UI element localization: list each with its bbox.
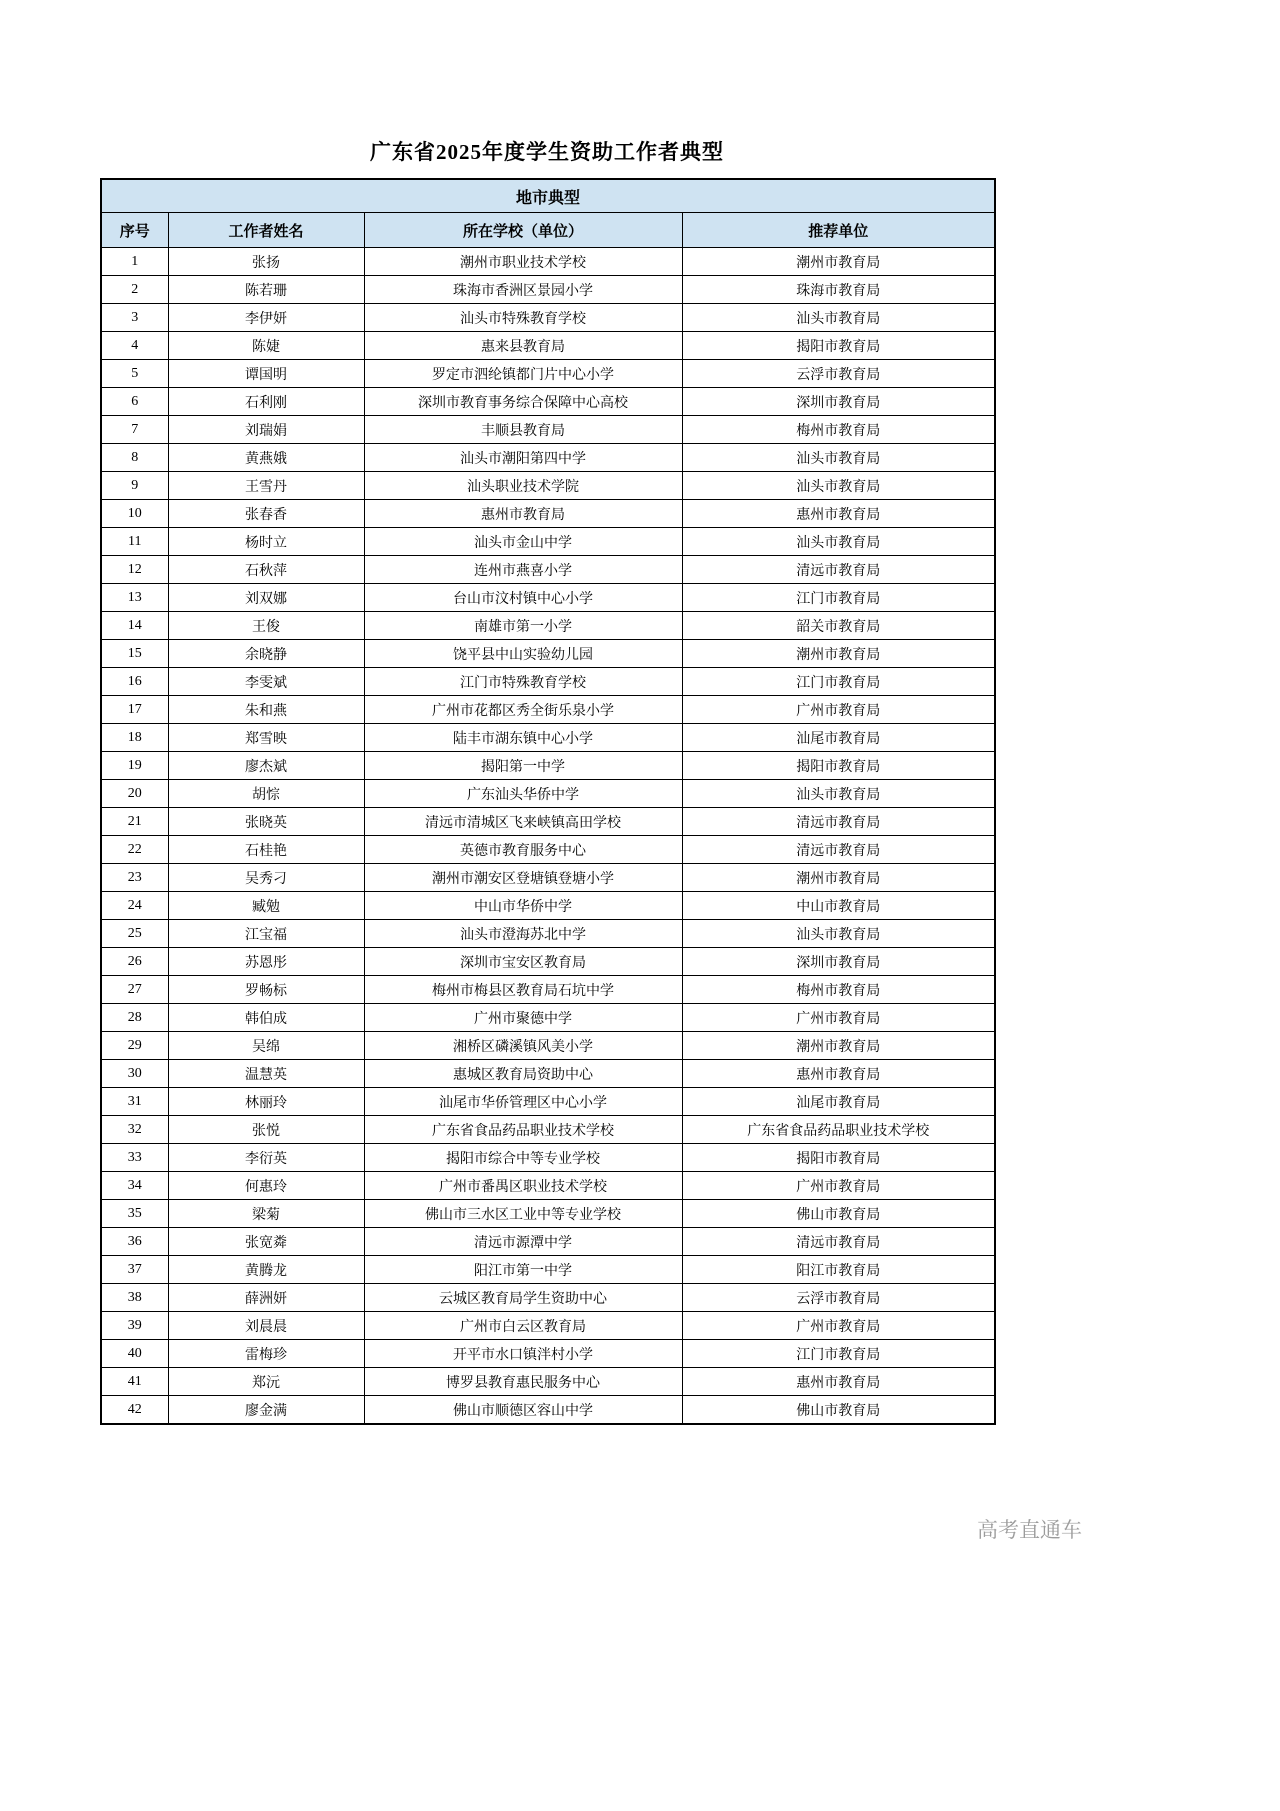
cell-school: 揭阳第一中学 — [364, 752, 682, 780]
cell-name: 张扬 — [168, 248, 364, 276]
column-header-row — [101, 213, 995, 248]
cell-index: 40 — [101, 1340, 168, 1368]
cell-name: 何惠玲 — [168, 1172, 364, 1200]
cell-unit: 佛山市教育局 — [682, 1396, 995, 1425]
cell-unit: 汕头市教育局 — [682, 304, 995, 332]
cell-unit: 惠州市教育局 — [682, 1368, 995, 1396]
cell-school: 惠州市教育局 — [364, 500, 682, 528]
cell-index: 37 — [101, 1256, 168, 1284]
cell-unit: 深圳市教育局 — [682, 388, 995, 416]
cell-name: 江宝福 — [168, 920, 364, 948]
table-row — [101, 1368, 995, 1396]
cell-school: 开平市水口镇泮村小学 — [364, 1340, 682, 1368]
page-title: 广东省2025年度学生资助工作者典型 — [370, 140, 724, 164]
cell-school: 深圳市宝安区教育局 — [364, 948, 682, 976]
cell-index: 12 — [101, 556, 168, 584]
roster-table — [100, 178, 996, 1425]
cell-school: 饶平县中山实验幼儿园 — [364, 640, 682, 668]
cell-name: 张春香 — [168, 500, 364, 528]
table-row — [101, 388, 995, 416]
cell-index: 28 — [101, 1004, 168, 1032]
cell-name: 李衍英 — [168, 1144, 364, 1172]
cell-name: 张悦 — [168, 1116, 364, 1144]
cell-school: 佛山市三水区工业中等专业学校 — [364, 1200, 682, 1228]
cell-index: 25 — [101, 920, 168, 948]
cell-index: 5 — [101, 360, 168, 388]
cell-index: 29 — [101, 1032, 168, 1060]
cell-index: 9 — [101, 472, 168, 500]
cell-unit: 江门市教育局 — [682, 584, 995, 612]
cell-index: 13 — [101, 584, 168, 612]
cell-index: 2 — [101, 276, 168, 304]
cell-school: 揭阳市综合中等专业学校 — [364, 1144, 682, 1172]
table-row — [101, 1312, 995, 1340]
cell-school: 汕头市潮阳第四中学 — [364, 444, 682, 472]
cell-unit: 汕尾市教育局 — [682, 1088, 995, 1116]
cell-name: 李雯斌 — [168, 668, 364, 696]
cell-school: 惠城区教育局资助中心 — [364, 1060, 682, 1088]
table-row — [101, 696, 995, 724]
table-row — [101, 1284, 995, 1312]
table-row — [101, 752, 995, 780]
cell-index: 8 — [101, 444, 168, 472]
table-row — [101, 640, 995, 668]
cell-unit: 潮州市教育局 — [682, 864, 995, 892]
table-row — [101, 1004, 995, 1032]
cell-name: 温慧英 — [168, 1060, 364, 1088]
table-row — [101, 920, 995, 948]
cell-unit: 清远市教育局 — [682, 1228, 995, 1256]
cell-school: 湘桥区磷溪镇风美小学 — [364, 1032, 682, 1060]
table-body — [101, 248, 995, 1425]
column-header-school: 所在学校（单位） — [364, 213, 682, 248]
cell-school: 台山市汶村镇中心小学 — [364, 584, 682, 612]
cell-school: 汕头市澄海苏北中学 — [364, 920, 682, 948]
table-row — [101, 836, 995, 864]
cell-name: 张宽粦 — [168, 1228, 364, 1256]
column-header-index: 序号 — [101, 213, 168, 248]
cell-school: 深圳市教育事务综合保障中心高校 — [364, 388, 682, 416]
cell-index: 7 — [101, 416, 168, 444]
cell-name: 陈婕 — [168, 332, 364, 360]
table-row — [101, 1396, 995, 1425]
cell-school: 潮州市潮安区登塘镇登塘小学 — [364, 864, 682, 892]
cell-index: 21 — [101, 808, 168, 836]
cell-name: 刘瑞娟 — [168, 416, 364, 444]
cell-index: 20 — [101, 780, 168, 808]
cell-school: 广州市聚德中学 — [364, 1004, 682, 1032]
cell-unit: 韶关市教育局 — [682, 612, 995, 640]
cell-name: 刘双娜 — [168, 584, 364, 612]
cell-name: 余晓静 — [168, 640, 364, 668]
cell-school: 英德市教育服务中心 — [364, 836, 682, 864]
table-row — [101, 948, 995, 976]
cell-index: 23 — [101, 864, 168, 892]
cell-name: 薛洲妍 — [168, 1284, 364, 1312]
cell-school: 江门市特殊教育学校 — [364, 668, 682, 696]
cell-school: 汕尾市华侨管理区中心小学 — [364, 1088, 682, 1116]
table-row — [101, 976, 995, 1004]
cell-unit: 云浮市教育局 — [682, 360, 995, 388]
cell-name: 石秋萍 — [168, 556, 364, 584]
cell-index: 36 — [101, 1228, 168, 1256]
table-row — [101, 500, 995, 528]
cell-unit: 江门市教育局 — [682, 1340, 995, 1368]
cell-school: 汕头市金山中学 — [364, 528, 682, 556]
cell-unit: 清远市教育局 — [682, 556, 995, 584]
cell-unit: 潮州市教育局 — [682, 248, 995, 276]
cell-unit: 云浮市教育局 — [682, 1284, 995, 1312]
table-row — [101, 864, 995, 892]
cell-name: 罗畅标 — [168, 976, 364, 1004]
cell-school: 云城区教育局学生资助中心 — [364, 1284, 682, 1312]
cell-unit: 佛山市教育局 — [682, 1200, 995, 1228]
cell-unit: 惠州市教育局 — [682, 1060, 995, 1088]
cell-unit: 惠州市教育局 — [682, 500, 995, 528]
cell-unit: 汕头市教育局 — [682, 780, 995, 808]
cell-index: 18 — [101, 724, 168, 752]
cell-name: 黄腾龙 — [168, 1256, 364, 1284]
cell-name: 廖金满 — [168, 1396, 364, 1425]
cell-index: 31 — [101, 1088, 168, 1116]
cell-school: 清远市清城区飞来峡镇高田学校 — [364, 808, 682, 836]
cell-unit: 江门市教育局 — [682, 668, 995, 696]
cell-name: 王雪丹 — [168, 472, 364, 500]
cell-unit: 揭阳市教育局 — [682, 1144, 995, 1172]
cell-name: 郑沅 — [168, 1368, 364, 1396]
cell-index: 33 — [101, 1144, 168, 1172]
cell-unit: 阳江市教育局 — [682, 1256, 995, 1284]
cell-unit: 广东省食品药品职业技术学校 — [682, 1116, 995, 1144]
table-row — [101, 1116, 995, 1144]
cell-unit: 梅州市教育局 — [682, 416, 995, 444]
cell-name: 苏恩彤 — [168, 948, 364, 976]
cell-school: 梅州市梅县区教育局石坑中学 — [364, 976, 682, 1004]
cell-unit: 中山市教育局 — [682, 892, 995, 920]
cell-school: 汕头市特殊教育学校 — [364, 304, 682, 332]
cell-name: 朱和燕 — [168, 696, 364, 724]
table-row — [101, 612, 995, 640]
table-row — [101, 724, 995, 752]
cell-school: 广州市花都区秀全街乐泉小学 — [364, 696, 682, 724]
cell-index: 35 — [101, 1200, 168, 1228]
cell-name: 胡悰 — [168, 780, 364, 808]
cell-school: 清远市源潭中学 — [364, 1228, 682, 1256]
cell-school: 佛山市顺德区容山中学 — [364, 1396, 682, 1425]
cell-name: 郑雪映 — [168, 724, 364, 752]
cell-unit: 汕头市教育局 — [682, 472, 995, 500]
cell-name: 雷梅珍 — [168, 1340, 364, 1368]
table-row — [101, 528, 995, 556]
cell-school: 连州市燕喜小学 — [364, 556, 682, 584]
cell-name: 韩伯成 — [168, 1004, 364, 1032]
cell-index: 1 — [101, 248, 168, 276]
table-row — [101, 780, 995, 808]
cell-index: 10 — [101, 500, 168, 528]
cell-index: 17 — [101, 696, 168, 724]
cell-school: 中山市华侨中学 — [364, 892, 682, 920]
table-row — [101, 1144, 995, 1172]
table-row — [101, 360, 995, 388]
table-row — [101, 1340, 995, 1368]
cell-unit: 清远市教育局 — [682, 836, 995, 864]
cell-name: 臧勉 — [168, 892, 364, 920]
table-row — [101, 444, 995, 472]
cell-school: 广州市白云区教育局 — [364, 1312, 682, 1340]
cell-index: 38 — [101, 1284, 168, 1312]
table-row — [101, 892, 995, 920]
cell-unit: 广州市教育局 — [682, 1312, 995, 1340]
cell-unit: 揭阳市教育局 — [682, 332, 995, 360]
cell-name: 刘晨晨 — [168, 1312, 364, 1340]
cell-name: 吴绵 — [168, 1032, 364, 1060]
cell-index: 14 — [101, 612, 168, 640]
cell-school: 博罗县教育惠民服务中心 — [364, 1368, 682, 1396]
cell-unit: 揭阳市教育局 — [682, 752, 995, 780]
cell-index: 39 — [101, 1312, 168, 1340]
cell-unit: 汕头市教育局 — [682, 528, 995, 556]
group-header: 地市典型 — [101, 179, 995, 213]
cell-index: 27 — [101, 976, 168, 1004]
cell-school: 广州市番禺区职业技术学校 — [364, 1172, 682, 1200]
cell-index: 4 — [101, 332, 168, 360]
cell-index: 26 — [101, 948, 168, 976]
cell-unit: 潮州市教育局 — [682, 640, 995, 668]
table-row — [101, 1088, 995, 1116]
table-row — [101, 332, 995, 360]
cell-name: 林丽玲 — [168, 1088, 364, 1116]
table-row — [101, 276, 995, 304]
table-row — [101, 304, 995, 332]
table-row — [101, 416, 995, 444]
cell-name: 梁菊 — [168, 1200, 364, 1228]
cell-index: 30 — [101, 1060, 168, 1088]
cell-index: 6 — [101, 388, 168, 416]
cell-name: 石利刚 — [168, 388, 364, 416]
column-header-name: 工作者姓名 — [168, 213, 364, 248]
cell-school: 罗定市泗纶镇都门片中心小学 — [364, 360, 682, 388]
table-row — [101, 584, 995, 612]
cell-index: 41 — [101, 1368, 168, 1396]
cell-school: 陆丰市湖东镇中心小学 — [364, 724, 682, 752]
cell-name: 黄燕娥 — [168, 444, 364, 472]
table-row — [101, 1060, 995, 1088]
cell-unit: 广州市教育局 — [682, 696, 995, 724]
cell-name: 王俊 — [168, 612, 364, 640]
cell-unit: 清远市教育局 — [682, 808, 995, 836]
table-header — [101, 179, 995, 248]
table-row — [101, 1172, 995, 1200]
table-row — [101, 1200, 995, 1228]
cell-unit: 深圳市教育局 — [682, 948, 995, 976]
cell-name: 张晓英 — [168, 808, 364, 836]
table-row — [101, 248, 995, 276]
cell-school: 广东汕头华侨中学 — [364, 780, 682, 808]
cell-unit: 广州市教育局 — [682, 1172, 995, 1200]
cell-index: 11 — [101, 528, 168, 556]
cell-name: 吴秀刁 — [168, 864, 364, 892]
table-row — [101, 668, 995, 696]
cell-name: 廖杰斌 — [168, 752, 364, 780]
table-row — [101, 1256, 995, 1284]
cell-index: 42 — [101, 1396, 168, 1425]
group-header-row — [101, 179, 995, 213]
cell-unit: 广州市教育局 — [682, 1004, 995, 1032]
cell-index: 19 — [101, 752, 168, 780]
cell-unit: 梅州市教育局 — [682, 976, 995, 1004]
cell-index: 15 — [101, 640, 168, 668]
cell-school: 潮州市职业技术学校 — [364, 248, 682, 276]
cell-index: 22 — [101, 836, 168, 864]
cell-index: 32 — [101, 1116, 168, 1144]
cell-school: 阳江市第一中学 — [364, 1256, 682, 1284]
cell-unit: 汕尾市教育局 — [682, 724, 995, 752]
table-row — [101, 1228, 995, 1256]
cell-index: 16 — [101, 668, 168, 696]
roster-document — [100, 136, 994, 1425]
cell-index: 3 — [101, 304, 168, 332]
table-row — [101, 808, 995, 836]
cell-index: 24 — [101, 892, 168, 920]
cell-unit: 珠海市教育局 — [682, 276, 995, 304]
cell-name: 陈若珊 — [168, 276, 364, 304]
cell-school: 惠来县教育局 — [364, 332, 682, 360]
table-row — [101, 556, 995, 584]
cell-school: 广东省食品药品职业技术学校 — [364, 1116, 682, 1144]
cell-unit: 汕头市教育局 — [682, 920, 995, 948]
table-row — [101, 1032, 995, 1060]
cell-school: 汕头职业技术学院 — [364, 472, 682, 500]
cell-school: 南雄市第一小学 — [364, 612, 682, 640]
cell-name: 谭国明 — [168, 360, 364, 388]
watermark-text: 高考直通车 — [977, 1519, 1082, 1542]
table-row — [101, 472, 995, 500]
cell-name: 石桂艳 — [168, 836, 364, 864]
cell-name: 李伊妍 — [168, 304, 364, 332]
cell-index: 34 — [101, 1172, 168, 1200]
cell-unit: 潮州市教育局 — [682, 1032, 995, 1060]
column-header-unit: 推荐单位 — [682, 213, 995, 248]
cell-school: 珠海市香洲区景园小学 — [364, 276, 682, 304]
cell-school: 丰顺县教育局 — [364, 416, 682, 444]
cell-unit: 汕头市教育局 — [682, 444, 995, 472]
cell-name: 杨时立 — [168, 528, 364, 556]
